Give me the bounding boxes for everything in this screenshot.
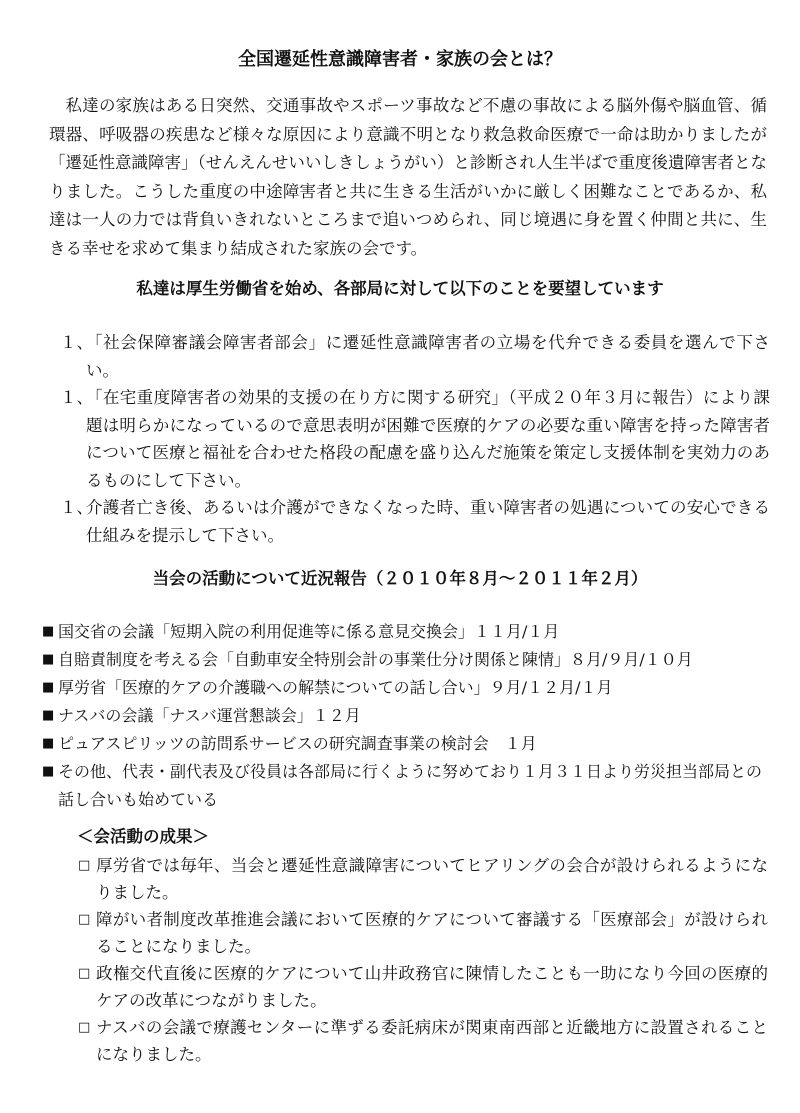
request-number: １、 [60, 388, 93, 407]
request-text: 「在宅重度障害者の効果的支援の在り方に関する研究」（平成２０年３月に報告）により課題は明らかになっているので意思表明が困難で医療的ケアの必要な重い障害を持った障害者について医療と福祉を合わせた格段の配慮を盛り込んだ施策を策定し支援体制を実効力のあるものにして下さい。 [86, 388, 770, 490]
request-number: １、 [60, 498, 93, 517]
activity-text: ピュアスピリッツの訪問系サービスの研究調査事業の検討会 １月 [58, 734, 537, 753]
checkbox-square-icon: □ [78, 912, 91, 927]
activity-text: ナスバの会議「ナスバ運営懇談会」１２月 [58, 706, 361, 725]
square-bullet-icon: ■ [42, 680, 55, 695]
requests-heading: 私達は厚生労働省を始め、各部局に対して以下のことを要望しています [136, 279, 664, 298]
activity-text: 国交省の会議「短期入院の利用促進等に係る意見交換会」１１月/１月 [58, 622, 560, 641]
activity-item [42, 618, 766, 646]
square-bullet-icon: ■ [42, 652, 55, 667]
activities-heading: 当会の活動について近況報告（２０１０年８月～２０１１年２月） [152, 569, 648, 588]
activity-item [42, 758, 766, 814]
activity-text: その他、代表・副代表及び役員は各部局に行くように努めており１月３１日より労災担当部局との話し合いも始めている [58, 762, 763, 809]
request-item [60, 384, 770, 494]
activity-item [42, 702, 766, 730]
results-heading: ＜会活動の成果＞ [77, 827, 209, 846]
square-bullet-icon: ■ [42, 708, 55, 723]
square-bullet-icon: ■ [42, 624, 55, 639]
square-bullet-icon: ■ [42, 736, 55, 751]
activity-item [42, 730, 766, 758]
activities-list [42, 618, 766, 814]
result-item [78, 852, 768, 906]
request-text: 介護者亡き後、あるいは介護ができなくなった時、重い障害者の処遇についての安心できる仕組みを提示して下さい。 [86, 498, 770, 545]
result-text: 政権交代直後に医療的ケアについて山井政務官に陳情したことも一助になり今回の医療的ケアの改革につながりました。 [96, 964, 768, 1010]
activity-item [42, 674, 766, 702]
intro-paragraph: 私達の家族はある日突然、交通事故やスポーツ事故など不慮の事故による脳外傷や脳血管、循環器、呼吸器の疾患など様々な原因により意識不明となり救急救命医療で一命は助かりましたが「遷延性意識障害」（せんえんせいいしきしょうがい）と診断され人生半ばで重度後遺障害者となりました。こうした重度の中途障害者と共に生きる生活がいかに厳しく困難なことであるか、私達は一人の力では背負いきれないところまで追いつめられ、同じ境遇に身を置く仲間と共に、生きる幸せを求めて集まり結成された家族の会です。 [49, 96, 768, 258]
result-text: 厚労省では毎年、当会と遷延性意識障害についてヒアリングの会合が設けられるようになりました。 [96, 856, 768, 902]
request-text: 「社会保障審議会障害者部会」に遷延性意識障害者の立場を代弁できる委員を選んで下さい。 [86, 333, 770, 380]
results-list [78, 852, 768, 1068]
activity-item [42, 646, 766, 674]
activity-text: 厚労省「医療的ケアの介護職への解禁についての話し合い」９月/１２月/１月 [58, 678, 613, 697]
activity-text: 自賠責制度を考える会「自動車安全特別会計の事業仕分け関係と陳情」８月/９月/１０月 [58, 650, 693, 669]
square-bullet-icon: ■ [42, 764, 55, 779]
checkbox-square-icon: □ [78, 858, 91, 873]
result-text: ナスバの会議で療護センターに準ずる委託病床が関東南西部と近畿地方に設置されることになりました。 [96, 1018, 768, 1064]
result-item [78, 906, 768, 960]
request-number: １、 [60, 333, 93, 352]
result-text: 障がい者制度改革推進会議において医療的ケアについて審議する「医療部会」が設けられることになりました。 [96, 910, 768, 956]
request-item [60, 494, 770, 549]
result-item [78, 960, 768, 1014]
checkbox-square-icon: □ [78, 1020, 91, 1035]
page-title: 全国遷延性意識障害者・家族の会とは？ [238, 49, 562, 70]
request-item [60, 329, 770, 384]
result-item [78, 1014, 768, 1068]
checkbox-square-icon: □ [78, 966, 91, 981]
requests-list [60, 329, 770, 549]
